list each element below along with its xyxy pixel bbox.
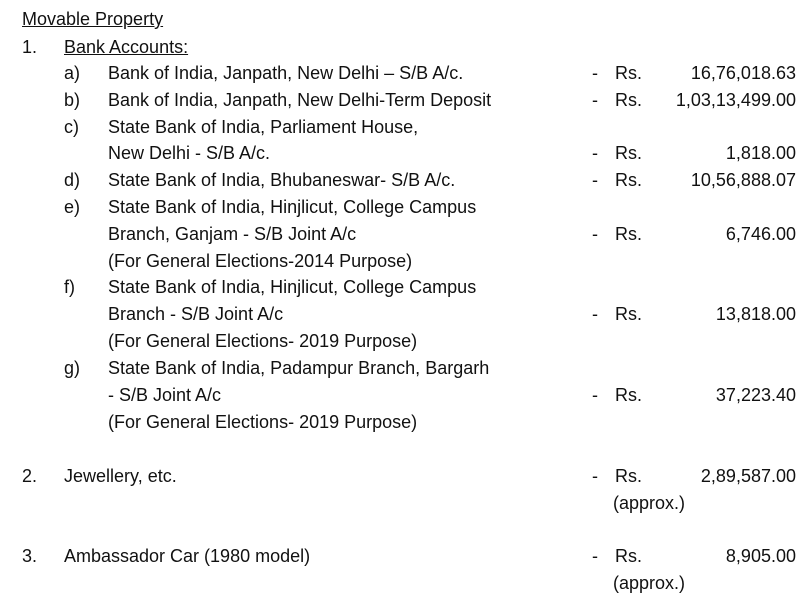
item-e-amount: 6,746.00 xyxy=(725,224,796,244)
item-b-currency: Rs. xyxy=(615,90,642,110)
item-a-amount: 16,76,018.63 xyxy=(690,63,796,83)
item-e-dash: - xyxy=(592,224,598,244)
item-g-dash: - xyxy=(592,385,598,405)
item-c-dash: - xyxy=(592,143,598,163)
item-c-description-line1: State Bank of India, Parliament House, xyxy=(108,117,419,137)
section-number-car: 3. xyxy=(22,546,38,566)
section-number-bank: 1. xyxy=(22,37,38,57)
item-g-description-line1: State Bank of India, Padampur Branch, Bargarh xyxy=(108,358,490,378)
item-f-description-line1: State Bank of India, Hinjlicut, College Campus xyxy=(108,277,477,297)
item-d-currency: Rs. xyxy=(615,170,642,190)
section-title: Movable Property xyxy=(22,9,164,29)
item-letter-a: a) xyxy=(64,63,81,83)
jewellery-dash: - xyxy=(592,466,598,486)
item-f-currency: Rs. xyxy=(615,304,642,324)
item-g-description-line2: - S/B Joint A/c xyxy=(108,385,222,405)
item-f-description-line2: Branch - S/B Joint A/c xyxy=(108,304,284,324)
item-c-description-line2: New Delhi - S/B A/c. xyxy=(108,143,271,163)
item-d-description: State Bank of India, Bhubaneswar- S/B A/c. xyxy=(108,170,456,190)
car-currency: Rs. xyxy=(615,546,642,566)
item-b-amount: 1,03,13,499.00 xyxy=(675,90,796,110)
item-e-description-line2: Branch, Ganjam - S/B Joint A/c xyxy=(108,224,357,244)
item-f-amount: 13,818.00 xyxy=(715,304,796,324)
item-a-currency: Rs. xyxy=(615,63,642,83)
item-g-description-line3: (For General Elections- 2019 Purpose) xyxy=(108,412,418,432)
item-e-currency: Rs. xyxy=(615,224,642,244)
item-g-currency: Rs. xyxy=(615,385,642,405)
item-a-dash: - xyxy=(592,63,598,83)
bank-accounts-heading: Bank Accounts: xyxy=(64,37,189,57)
jewellery-currency: Rs. xyxy=(615,466,642,486)
item-b-dash: - xyxy=(592,90,598,110)
item-letter-b: b) xyxy=(64,90,81,110)
item-e-description-line1: State Bank of India, Hinjlicut, College Campus xyxy=(108,197,477,217)
item-d-dash: - xyxy=(592,170,598,190)
item-e-description-line3: (For General Elections-2014 Purpose) xyxy=(108,251,413,271)
item-b-description: Bank of India, Janpath, New Delhi-Term Deposit xyxy=(108,90,492,110)
jewellery-label: Jewellery, etc. xyxy=(64,466,177,486)
item-c-currency: Rs. xyxy=(615,143,642,163)
jewellery-approx-note: (approx.) xyxy=(613,493,686,513)
item-f-description-line3: (For General Elections- 2019 Purpose) xyxy=(108,331,418,351)
item-letter-f: f) xyxy=(64,277,75,297)
jewellery-amount: 2,89,587.00 xyxy=(700,466,796,486)
item-letter-d: d) xyxy=(64,170,81,190)
car-amount: 8,905.00 xyxy=(725,546,796,566)
item-letter-g: g) xyxy=(64,358,81,378)
item-letter-c: c) xyxy=(64,117,79,137)
item-a-description: Bank of India, Janpath, New Delhi – S/B A/c. xyxy=(108,63,464,83)
item-g-amount: 37,223.40 xyxy=(715,385,796,405)
car-dash: - xyxy=(592,546,598,566)
item-f-dash: - xyxy=(592,304,598,324)
car-label: Ambassador Car (1980 model) xyxy=(64,546,311,566)
item-d-amount: 10,56,888.07 xyxy=(690,170,796,190)
car-approx-note: (approx.) xyxy=(613,573,686,593)
item-letter-e: e) xyxy=(64,197,81,217)
item-c-amount: 1,818.00 xyxy=(725,143,796,163)
section-number-jewellery: 2. xyxy=(22,466,38,486)
